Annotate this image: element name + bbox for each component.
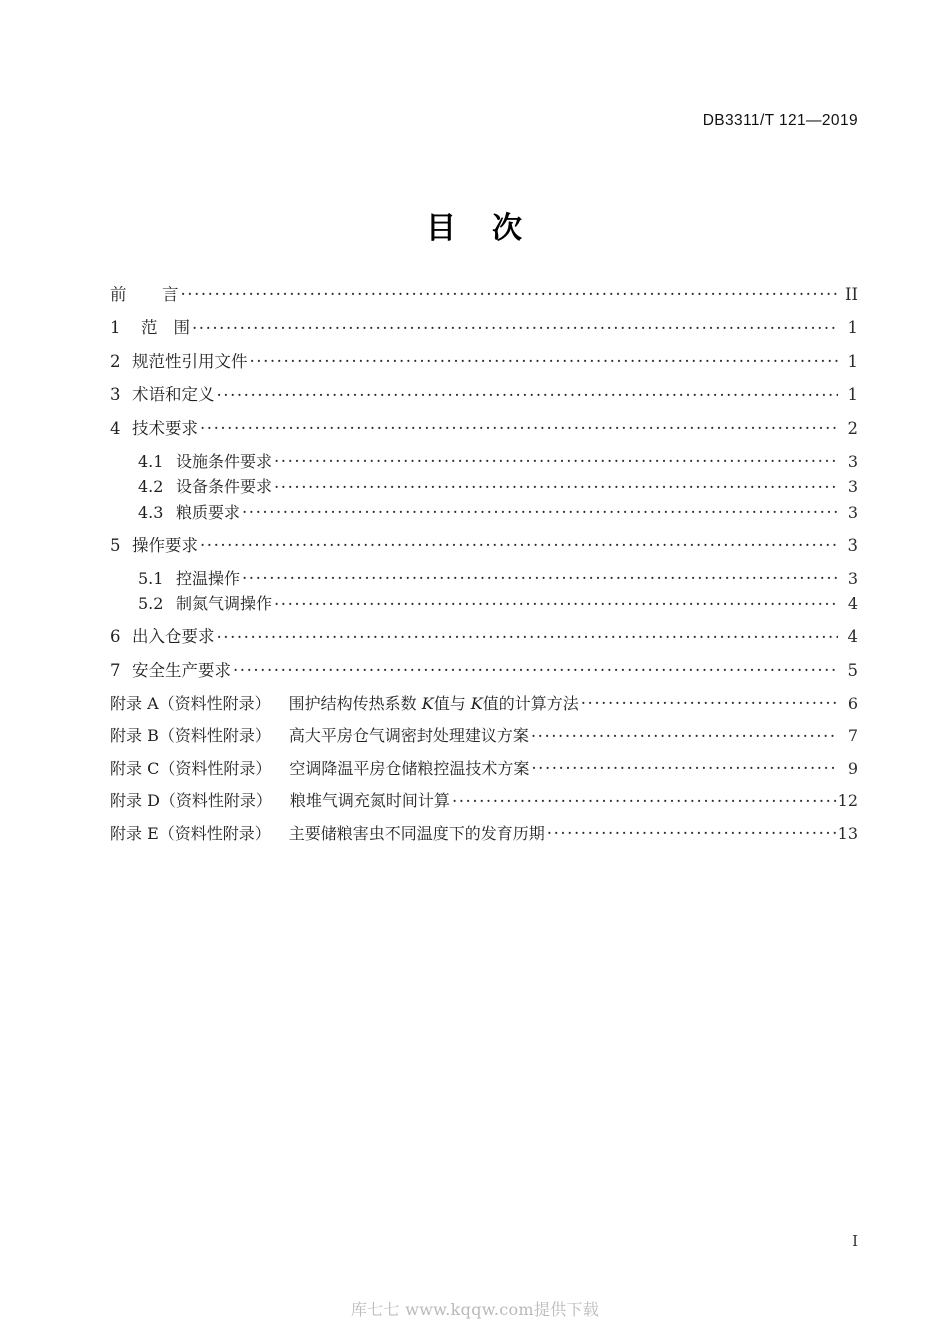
toc-page-number: 13	[837, 823, 858, 843]
toc-entry-scope[interactable]	[110, 317, 858, 337]
dot-leader	[217, 384, 839, 401]
title-char-first: 目	[426, 211, 458, 246]
toc-entry-label: 1 范 围	[110, 318, 190, 337]
dot-leader	[217, 626, 839, 643]
dot-leader	[250, 350, 839, 367]
toc-entry-normative-references[interactable]	[110, 350, 858, 370]
toc-entry-label: 5 操作要求	[110, 535, 198, 555]
toc-page-number: 6	[847, 693, 858, 713]
dot-leader	[200, 417, 838, 434]
toc-entry-operation-requirements[interactable]	[110, 534, 858, 554]
toc-entry-label: 6 出入仓要求	[110, 627, 215, 646]
toc-entry-safety-production[interactable]	[110, 659, 858, 679]
dot-leader	[200, 534, 838, 551]
page-title	[0, 203, 950, 247]
toc-page-number: 4	[847, 594, 858, 613]
toc-entry-label: 3 术语和定义	[110, 385, 215, 404]
toc-page-number: 3	[847, 568, 858, 588]
dot-leader	[242, 568, 838, 584]
toc-page-number: 1	[847, 318, 858, 337]
toc-entry-label: 4 技术要求	[110, 418, 198, 438]
toc-entry-facility-conditions[interactable]	[110, 451, 858, 470]
toc-entry-label: 附录 B（资料性附录） 高大平房仓气调密封处理建议方案	[110, 726, 529, 745]
k-value-symbol: K	[421, 693, 434, 713]
title-char-second: 次	[492, 211, 524, 246]
dot-leader	[452, 790, 837, 806]
toc-entry-label: 5.1 控温操作	[138, 568, 241, 588]
toc-entry-appendix-a[interactable]	[110, 693, 858, 712]
toc-entry-label: 附录 C（资料性附录） 空调降温平房仓储粮控温技术方案	[110, 758, 530, 778]
toc-entry-equipment-conditions[interactable]	[110, 476, 858, 495]
dot-leader	[274, 476, 838, 492]
toc-page-number: 3	[847, 451, 858, 471]
toc-entry-label: 7 安全生产要求	[110, 660, 231, 680]
toc-entry-label: 4.2 设备条件要求	[138, 477, 273, 496]
download-watermark: 库七七 www.kqqw.com提供下载	[350, 1300, 600, 1319]
toc-page-number: 7	[847, 726, 858, 745]
toc-page-number: 1	[847, 385, 858, 404]
k-value-symbol: K	[470, 693, 483, 713]
dot-leader	[181, 283, 839, 300]
toc-entry-in-out-warehouse[interactable]	[110, 626, 858, 646]
dot-leader	[581, 693, 838, 709]
toc-page-number: 1	[847, 351, 858, 371]
page-folio: I	[852, 1232, 858, 1250]
toc-entry-appendix-d[interactable]	[110, 790, 858, 809]
toc-page-number: 2	[847, 418, 858, 438]
toc-page-number: 3	[847, 477, 858, 496]
toc-page-number: 3	[847, 535, 858, 555]
toc-entry-label: 5.2 制氮气调操作	[138, 594, 273, 613]
dot-leader	[274, 593, 838, 609]
dot-leader	[531, 725, 838, 741]
toc-entry-appendix-e[interactable]	[110, 823, 858, 842]
toc-entry-temperature-control[interactable]	[110, 568, 858, 587]
toc-entry-label: 2 规范性引用文件	[110, 351, 248, 371]
dot-leader	[531, 758, 838, 774]
running-header: DB3311/T 121—2019	[702, 112, 858, 129]
dot-leader	[242, 502, 838, 518]
toc-entry-appendix-c[interactable]	[110, 758, 858, 777]
toc-entry-grain-quality[interactable]	[110, 502, 858, 521]
toc-entry-appendix-b[interactable]	[110, 725, 858, 744]
toc-entry-label: 附录 A（资料性附录） 围护结构传热系数 K值与 K值的计算方法	[110, 693, 579, 713]
dot-leader	[547, 823, 837, 839]
toc-page-number: 3	[847, 502, 858, 522]
toc-entry-label: 前 言	[110, 284, 179, 304]
toc-page-number: 5	[847, 660, 858, 680]
dot-leader	[274, 451, 838, 467]
toc-entry-label: 4.3 粮质要求	[138, 502, 241, 522]
dot-leader	[192, 317, 838, 334]
toc-page-number: 9	[847, 758, 858, 778]
dot-leader	[233, 659, 838, 676]
toc-entry-technical-requirements[interactable]	[110, 417, 858, 437]
toc-page-number: 4	[847, 627, 858, 646]
toc-entry-preface[interactable]	[110, 283, 858, 303]
table-of-contents	[110, 283, 858, 855]
toc-entry-label: 附录 E（资料性附录） 主要储粮害虫不同温度下的发育历期	[110, 823, 545, 843]
toc-entry-terms-definitions[interactable]	[110, 384, 858, 404]
toc-entry-label: 附录 D（资料性附录） 粮堆气调充氮时间计算	[110, 791, 450, 810]
toc-entry-label: 4.1 设施条件要求	[138, 451, 273, 471]
toc-page-number: 12	[837, 791, 858, 810]
toc-entry-nitrogen-control[interactable]	[110, 593, 858, 612]
toc-page-number: II	[844, 284, 858, 304]
